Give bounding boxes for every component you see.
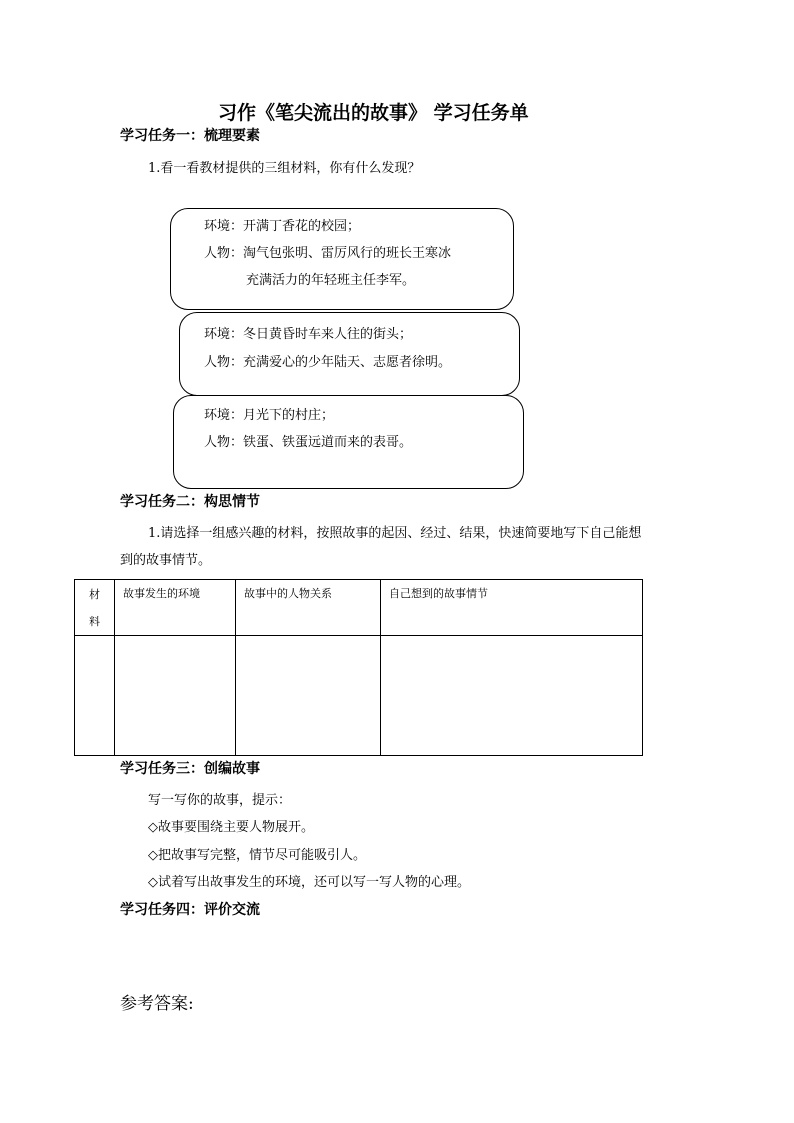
task3-tip-1: ◇故事要围绕主要人物展开。: [148, 820, 314, 835]
header-relationships-label: 故事中的人物关系: [244, 587, 332, 600]
header-environment-label: 故事发生的环境: [123, 587, 200, 600]
cell-environment[interactable]: [115, 636, 236, 756]
task1-question: 1.看一看教材提供的三组材料，你有什么发现？: [148, 161, 421, 176]
cell-plot[interactable]: [381, 636, 643, 756]
story-plan-table: [74, 579, 643, 756]
task2-instruction-line1: 1.请选择一组感兴趣的材料，按照故事的起因、经过、结果，快速简要地写下自己能想: [148, 526, 642, 541]
material-box-2: [179, 312, 520, 396]
material-box-1: [170, 208, 514, 310]
task3-intro: 写一写你的故事，提示：: [148, 793, 292, 808]
task2-instruction-line2: 到的故事情节。: [120, 553, 212, 568]
material-2-people: 人物：充满爱心的少年陆天、志愿者徐明。: [204, 355, 452, 370]
header-plot: [381, 580, 643, 636]
task4-heading: 学习任务四：评价交流: [120, 902, 260, 918]
header-environment: [115, 580, 236, 636]
material-1-people-continued: 充满活力的年轻班主任李军。: [246, 273, 416, 288]
header-plot-label: 自己想到的故事情节: [389, 587, 488, 600]
header-relationships: [236, 580, 381, 636]
material-box-3: [173, 395, 524, 489]
material-3-people: 人物：铁蛋、铁蛋远道而来的表哥。: [204, 435, 413, 450]
material-3-environment: 环境：月光下的村庄；: [204, 408, 335, 423]
page-title: 习作《笔尖流出的故事》 学习任务单: [218, 102, 529, 124]
task2-heading: 学习任务二：构思情节: [120, 494, 260, 510]
task3-heading: 学习任务三：创编故事: [120, 761, 260, 777]
header-material-char2: 料: [89, 615, 100, 628]
header-material-char1: 材: [89, 588, 100, 601]
header-material: [75, 580, 115, 636]
material-2-environment: 环境：冬日黄昏时车来人往的街头；: [204, 327, 413, 342]
task1-heading: 学习任务一：梳理要素: [120, 128, 260, 144]
reference-answer-label: 参考答案:: [120, 994, 194, 1014]
task3-tip-2: ◇把故事写完整，情节尽可能吸引人。: [148, 848, 366, 863]
task3-tip-3: ◇试着写出故事发生的环境，还可以写一写人物的心理。: [148, 875, 470, 890]
cell-material[interactable]: [75, 636, 115, 756]
material-1-environment: 环境：开满丁香花的校园；: [204, 219, 361, 234]
cell-relationships[interactable]: [236, 636, 381, 756]
material-1-people: 人物：淘气包张明、雷厉风行的班长王寒冰: [204, 246, 452, 261]
